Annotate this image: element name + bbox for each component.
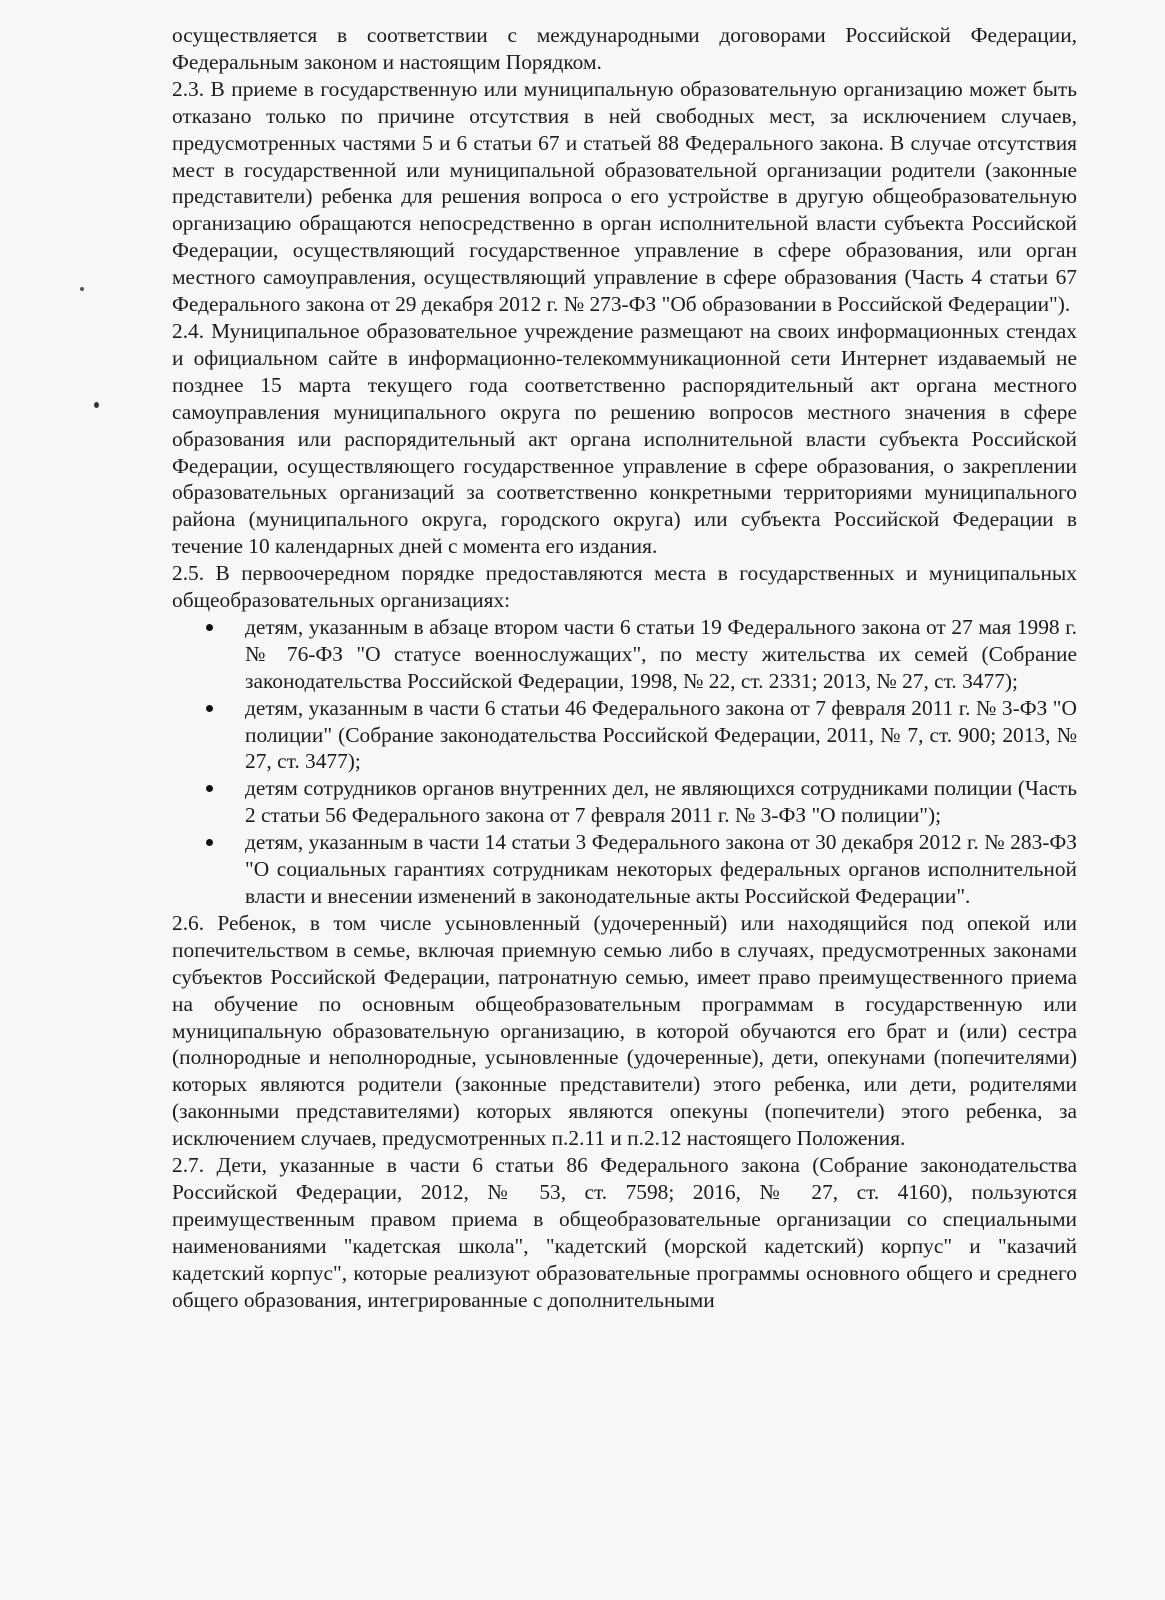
scan-speck [94,402,99,408]
list-item-text: детям, указанным в абзаце втором части 6 статьи 19 Федерального закона от 27 мая 1998 г. № 76-ФЗ "О статусе военнослужащих", по месту жительства их семей (Собрание законодательства Российской Федерации, 1998, № 22, ст. 2331; 2013, № 27, ст. 3477); [245,614,1077,693]
list-item [172,614,1077,695]
bullet-icon [206,785,213,792]
paragraph-2-3: 2.3. В приеме в государственную или муниципальную образовательную организацию может быть отказано только по причине отсутствия в ней свободных мест, за исключением случаев, предусмотренных частями 5 и 6 статьи 67 и статьей 88 Федерального закона. В случае отсутствия мест в государственной или муниципальной образовательной организации родители (законные представители) ребенка для решения вопроса о его устройстве в другую общеобразовательную организацию обращаются непосредственно в орган исполнительной власти субъекта Российской Федерации, осуществляющий государственное управление в сфере образования, или орган местного самоуправления, осуществляющий управление в сфере образования (Часть 4 статьи 67 Федерального закона от 29 декабря 2012 г. № 273-ФЗ "Об образовании в Российской Федерации"). [172,76,1077,317]
priority-list [172,614,1077,910]
list-item-text: детям сотрудников органов внутренних дел, не являющихся сотрудниками полиции (Часть 2 статьи 56 Федерального закона от 7 февраля 2011 г. № 3-ФЗ "О полиции"); [245,776,1077,828]
paragraph-continuation: осуществляется в соответствии с международными договорами Российской Федерации, Федеральным законом и настоящим Порядком. [172,23,1077,74]
document-page [172,22,1077,1314]
scan-speck [80,287,84,291]
bullet-icon [206,705,213,712]
list-item-text: детям, указанным в части 14 статьи 3 Федерального закона от 30 декабря 2012 г. № 283-ФЗ "О социальных гарантиях сотрудникам некоторых федеральных органов исполнительной власти и внесении изменений в законодательные акты Российской Федерации". [245,830,1077,908]
bullet-icon [206,839,213,846]
paragraph-2-5: 2.5. В первоочередном порядке предоставляются места в государственных и муниципальных общеобразовательных организациях: [172,561,1077,613]
list-item [172,829,1077,910]
paragraph-2-4: 2.4. Муниципальное образовательное учреждение размещают на своих информационных стендах и официальном сайте в информационно-телекоммуникационной сети Интернет издаваемый не позднее 15 марта текущего года соответственно распорядительный акт органа местного самоуправления муниципального округа по решению вопросов местного значения в сфере образования или распорядительный акт органа исполнительной власти субъекта Российской Федерации, осуществляющего государственное управление в сфере образования, о закреплении образовательных организаций за соответственно конкретными территориями муниципального района (муниципального округа, городского округа) или субъекта Российской Федерации в течение 10 календарных дней с момента его издания. [172,318,1077,559]
bullet-icon [206,624,213,631]
list-item [172,775,1077,829]
list-item [172,695,1077,776]
list-item-text: детям, указанным в части 6 статьи 46 Федерального закона от 7 февраля 2011 г. № 3-ФЗ "О полиции" (Собрание законодательства Российской Федерации, 2011, № 7, ст. 900; 2013, № 27, ст. 3477); [245,695,1077,774]
paragraph-2-6: 2.6. Ребенок, в том числе усыновленный (удочеренный) или находящийся под опекой или попечительством в семье, включая приемную семью либо в случаях, предусмотренных законами субъектов Российской Федерации, патронатную семью, имеет право преимущественного приема на обучение по основным общеобразовательным программам в государственную или муниципальную образовательную организацию, в которой обучаются его брат и (или) сестра (полнородные и неполнородные, усыновленные (удочеренные), дети, опекунами (попечителями) которых являются родители (законные представители) этого ребенка, или дети, родителями (законными представителями) которых являются опекуны (попечители) этого ребенка, за исключением случаев, предусмотренных п.2.11 и п.2.12 настоящего Положения. [172,910,1077,1151]
paragraph-2-7: 2.7. Дети, указанные в части 6 статьи 86 Федерального закона (Собрание законодательства Российской Федерации, 2012, № 53, ст. 7598; 2016, № 27, ст. 4160), пользуются преимущественным правом приема в общеобразовательные организации со специальными наименованиями "кадетская школа", "кадетский (морской кадетский) корпус" и "казачий кадетский корпус", которые реализуют образовательные программы основного общего и среднего общего образования, интегрированные с дополнительными [172,1153,1077,1312]
